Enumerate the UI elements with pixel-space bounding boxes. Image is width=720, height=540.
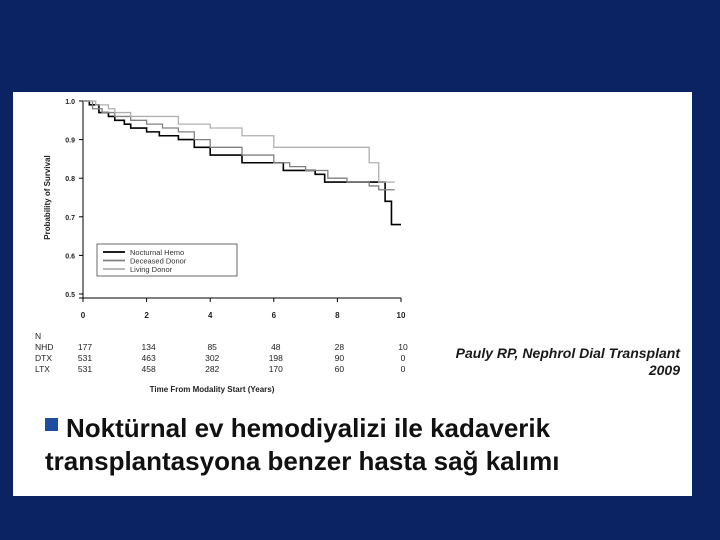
risk-table-cell: 463 (141, 353, 156, 363)
risk-table-cell: 531 (77, 364, 93, 374)
x-axis-label: Time From Modality Start (Years) (149, 385, 275, 394)
series-line-living-donor (83, 101, 395, 182)
risk-table-cell: 177 (77, 342, 93, 352)
legend-label: Deceased Donor (130, 256, 187, 266)
y-tick-label: 1.0 (65, 99, 75, 106)
x-tick-label: 10 (396, 311, 406, 320)
risk-table-cell: 48 (271, 342, 281, 352)
x-tick-label: 6 (271, 311, 277, 320)
risk-table-row-label: NHD (35, 342, 54, 352)
bullet-text: Noktürnal ev hemodiyalizi ile kadaverik transplantasyona benzer hasta sağ kalımı (45, 413, 560, 476)
risk-table-cell: 282 (205, 364, 220, 374)
risk-table-cell: 198 (268, 353, 283, 363)
x-tick-label: 4 (207, 311, 213, 320)
risk-table-cell: 28 (334, 342, 345, 352)
y-tick-label: 0.6 (65, 253, 75, 261)
x-tick-label: 2 (144, 311, 149, 320)
risk-table-cell: 10 (398, 342, 408, 352)
risk-table-cell: 170 (268, 364, 283, 374)
risk-table-row-label: DTX (35, 353, 52, 363)
risk-table-cell: 60 (334, 364, 345, 374)
risk-table-cell: 0 (400, 364, 406, 374)
legend-label: Nocturnal Hemo (130, 248, 185, 257)
x-tick-label: 8 (335, 311, 340, 320)
x-tick-label: 0 (80, 311, 86, 320)
risk-table-cell: 531 (77, 353, 93, 363)
y-tick-label: 0.8 (65, 176, 75, 184)
risk-table-header: N (35, 331, 42, 341)
risk-table-cell: 90 (334, 353, 345, 363)
legend-label: Living Donor (130, 265, 173, 274)
risk-table-cell: 134 (141, 342, 156, 352)
citation-line-1: Pauly RP, Nephrol Dial Transplant (455, 345, 680, 361)
bullet-point (45, 412, 685, 478)
citation-line-2: 2009 (648, 362, 680, 378)
risk-table-cell: 85 (207, 342, 217, 352)
y-tick-label: 0.7 (65, 214, 75, 222)
risk-table-row-label: LTX (35, 364, 50, 374)
y-tick-label: 0.5 (65, 292, 75, 299)
y-axis-label: Probability of Survival (43, 155, 52, 240)
content-panel (13, 92, 692, 496)
citation (456, 345, 680, 379)
series-line-deceased-donor (83, 101, 395, 190)
risk-table-cell: 302 (205, 353, 220, 363)
risk-table-cell: 0 (400, 353, 406, 363)
y-tick-label: 0.9 (65, 137, 75, 145)
bullet-square-icon (45, 418, 58, 431)
risk-table-cell: 458 (141, 364, 156, 374)
